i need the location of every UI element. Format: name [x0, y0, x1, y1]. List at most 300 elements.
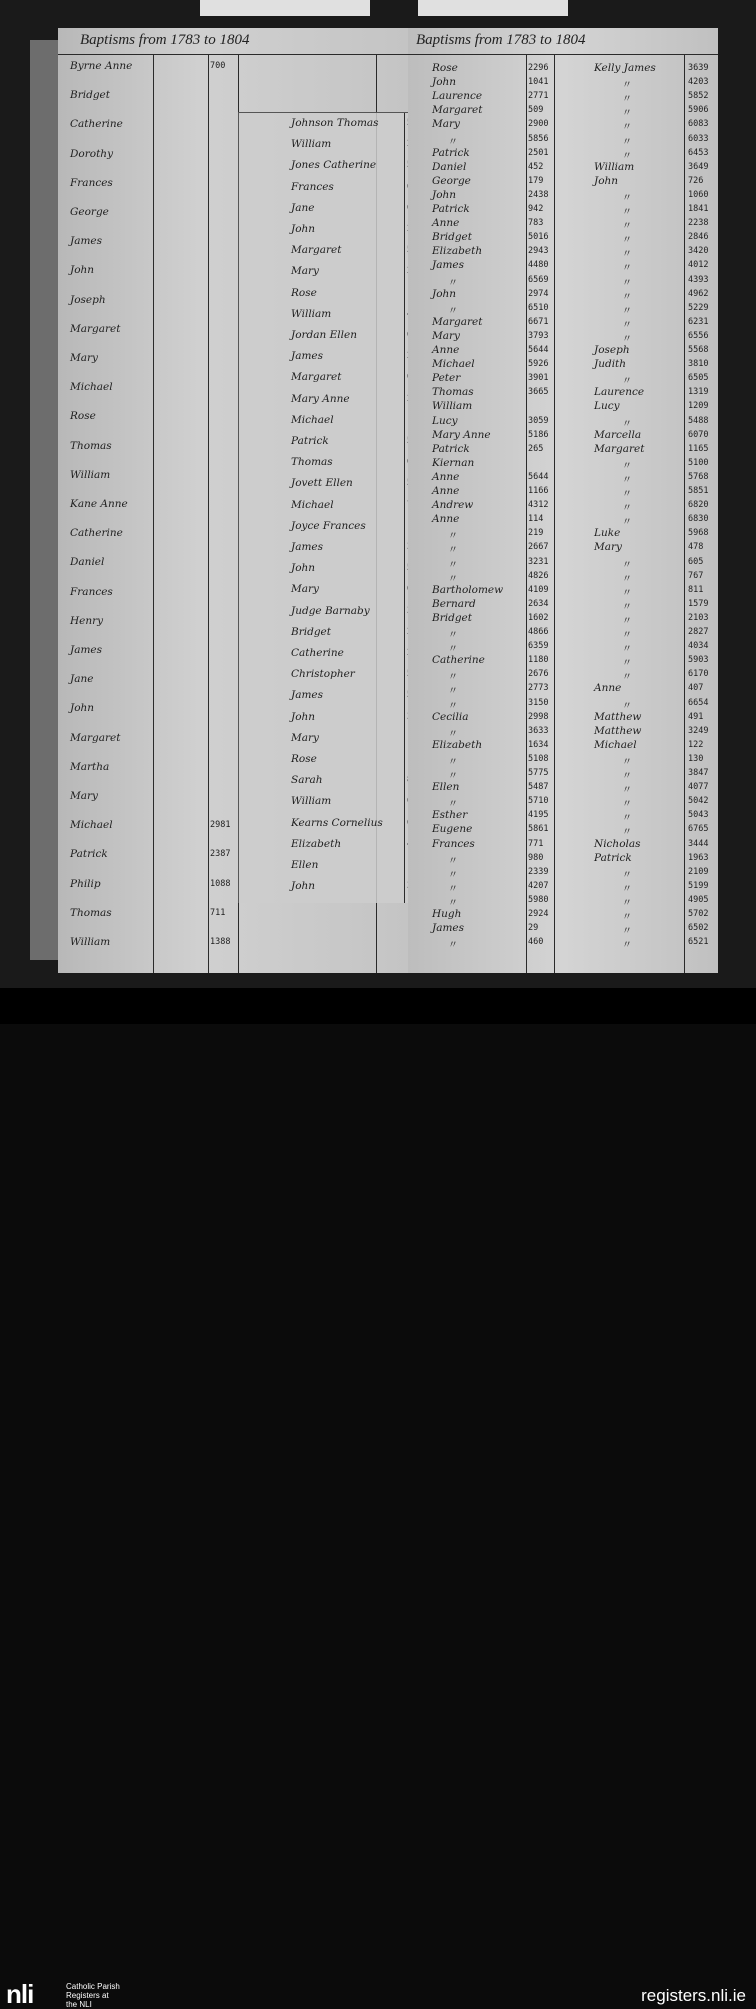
- slip-entry: Mary Anne: [291, 392, 350, 405]
- register-entry: Margaret: [432, 315, 483, 328]
- ditto-mark: 〃: [622, 150, 632, 162]
- register-number: 114: [528, 514, 544, 525]
- top-tab-right: [418, 0, 568, 16]
- register-entry: Laurence: [432, 90, 483, 103]
- register-number-second: 5568: [688, 345, 709, 355]
- register-number-second: 2846: [688, 232, 709, 243]
- slip-entry: Mary: [291, 265, 319, 278]
- ditto-mark: 〃: [622, 235, 632, 247]
- ditto-mark: 〃: [448, 756, 458, 768]
- register-entry-second: Joseph: [594, 344, 630, 356]
- register-number-second: 5100: [688, 457, 709, 468]
- ditto-mark: 〃: [622, 672, 632, 684]
- slip-entry: William: [291, 307, 332, 320]
- register-number: 783: [528, 218, 544, 229]
- register-number: 4207: [528, 880, 549, 891]
- register-number: 29: [528, 923, 539, 934]
- register-entry: Anne: [432, 513, 460, 526]
- register-number-second: 6830: [688, 514, 709, 525]
- register-entry-second: Marcella: [594, 428, 642, 441]
- nli-logo[interactable]: nli: [6, 1979, 34, 2009]
- register-entry-second: Judith: [594, 358, 627, 371]
- ditto-mark: 〃: [622, 291, 632, 303]
- register-entry: Frances: [432, 837, 475, 850]
- register-number: 2339: [528, 866, 549, 877]
- brand-line: Registers at: [66, 1991, 109, 2000]
- register-number-second: 1963: [688, 852, 709, 863]
- ditto-mark: 〃: [622, 785, 632, 797]
- register-number: 3150: [528, 697, 549, 708]
- register-entry: Lucy: [432, 414, 458, 427]
- ditto-mark: 〃: [622, 305, 632, 317]
- register-number: 2676: [528, 669, 549, 680]
- column-rule: [554, 54, 555, 973]
- register-number: 3793: [528, 330, 549, 341]
- slip-column-rule: [404, 113, 405, 903]
- slip-entry: John: [291, 223, 316, 235]
- register-number: 3901: [528, 373, 549, 384]
- register-number-second: 2109: [688, 866, 709, 877]
- register-number: 5644: [528, 345, 549, 355]
- slip-entry: Jovett Ellen: [291, 477, 353, 490]
- ditto-mark: 〃: [622, 192, 632, 204]
- slip-entry: James: [291, 689, 324, 702]
- slip-entry: Joyce Frances: [291, 519, 366, 532]
- slip-entry: Patrick: [291, 435, 329, 447]
- register-number: 4826: [528, 570, 549, 581]
- ditto-mark: 〃: [622, 630, 632, 641]
- register-number-second: 5768: [688, 471, 709, 482]
- register-number-second: 2827: [688, 627, 709, 637]
- register-entry: Mary: [70, 790, 98, 802]
- register-number-second: 122: [688, 739, 704, 750]
- left-page: [58, 28, 410, 973]
- ditto-mark: 〃: [448, 940, 458, 952]
- register-number-second: 1841: [688, 204, 709, 214]
- register-number: 219: [528, 528, 544, 539]
- slip-entry: Rose: [291, 286, 317, 299]
- slip-entry: Sarah: [291, 774, 323, 787]
- ditto-mark: 〃: [622, 460, 632, 472]
- register-number-second: 5043: [688, 810, 709, 821]
- column-rule: [684, 54, 685, 973]
- register-number: 4195: [528, 810, 549, 821]
- top-tab-left: [200, 0, 370, 16]
- ditto-mark: 〃: [448, 573, 458, 585]
- register-entry: John: [432, 287, 457, 300]
- register-entry: Catherine: [70, 118, 123, 131]
- register-number-second: 811: [688, 584, 704, 595]
- slip-entry: Michael: [291, 413, 334, 426]
- register-number-second: 6556: [688, 330, 709, 341]
- register-entry: Frances: [70, 585, 113, 598]
- brand-line: the NLI: [66, 2000, 92, 2009]
- register-number-second: 4905: [688, 894, 709, 905]
- register-entry: John: [70, 702, 95, 715]
- register-number-second: 3649: [688, 161, 709, 172]
- register-number-second: 6170: [688, 669, 709, 680]
- ditto-mark: 〃: [622, 277, 632, 289]
- ditto-mark: 〃: [622, 489, 632, 500]
- register-number: 6569: [528, 274, 549, 285]
- slip-entry: Mary: [291, 583, 319, 596]
- slip-entry: Jordan Ellen: [291, 329, 357, 341]
- register-number: 6359: [528, 641, 549, 652]
- ditto-mark: 〃: [448, 869, 458, 881]
- register-number-second: 4034: [688, 641, 709, 652]
- ditto-mark: 〃: [622, 869, 632, 881]
- register-number-second: 3847: [688, 768, 709, 778]
- register-number: 700: [210, 61, 226, 71]
- register-entry-second: Margaret: [594, 442, 645, 455]
- register-entry: George: [432, 174, 471, 187]
- register-number-second: 491: [688, 711, 704, 722]
- register-entry: William: [432, 400, 473, 413]
- slip-entry: John: [291, 710, 316, 723]
- register-entry: Bartholomew: [432, 583, 504, 596]
- ditto-mark: 〃: [622, 615, 632, 627]
- register-entry-second: Anne: [594, 682, 622, 695]
- ditto-mark: 〃: [448, 799, 458, 811]
- register-number: 2501: [528, 147, 549, 158]
- register-number: 5644: [528, 471, 549, 482]
- register-number: 4109: [528, 584, 549, 595]
- ditto-mark: 〃: [622, 573, 632, 585]
- register-entry: Martha: [70, 760, 110, 773]
- register-number: 2943: [528, 246, 549, 257]
- ditto-mark: 〃: [448, 644, 458, 656]
- slip-entry: Jones Catherine: [291, 159, 377, 172]
- site-url[interactable]: registers.nli.ie: [641, 1986, 746, 2005]
- slip-entry: Rose: [291, 753, 317, 765]
- register-entry: Catherine: [432, 654, 485, 667]
- ditto-mark: 〃: [448, 686, 458, 698]
- register-entry: James: [70, 235, 103, 248]
- register-entry: Daniel: [432, 160, 467, 173]
- register-entry: James: [70, 644, 103, 656]
- brand-text: [66, 1982, 156, 2009]
- register-entry: Margaret: [70, 731, 121, 744]
- ditto-mark: 〃: [622, 926, 632, 938]
- ditto-mark: 〃: [622, 799, 632, 811]
- ditto-mark: 〃: [622, 883, 632, 895]
- register-entry: Mary: [432, 118, 460, 131]
- register-entry: Mary: [432, 329, 460, 342]
- slip-entry: Jane: [291, 201, 315, 214]
- register-entry: Rose: [70, 410, 96, 423]
- register-entry: Henry: [70, 614, 104, 627]
- register-entry: Anne: [432, 485, 460, 497]
- slip-entry: Michael: [291, 498, 334, 511]
- register-entry: Patrick: [70, 848, 108, 861]
- register-entry: Michael: [70, 819, 113, 832]
- register-entry: James: [432, 259, 465, 272]
- slip-entry: James: [291, 541, 324, 553]
- register-number: 509: [528, 105, 544, 116]
- register-number: 2634: [528, 598, 549, 609]
- header-rule: [408, 54, 718, 55]
- register-number-second: 6083: [688, 119, 709, 130]
- ditto-mark: 〃: [622, 940, 632, 952]
- register-entry: Patrick: [432, 203, 470, 215]
- register-number: 1041: [528, 77, 549, 88]
- register-entry: Bernard: [432, 597, 476, 610]
- slip-entry: Frances: [291, 180, 334, 193]
- ditto-mark: 〃: [622, 587, 632, 599]
- ditto-mark: 〃: [448, 855, 458, 867]
- register-number: 2981: [210, 820, 231, 831]
- register-number-second: 4077: [688, 782, 709, 793]
- register-entry: William: [70, 936, 111, 948]
- register-number-second: 5488: [688, 415, 709, 426]
- ditto-mark: 〃: [448, 305, 458, 317]
- register-number: 1180: [528, 655, 549, 666]
- register-entry: Esther: [432, 809, 468, 822]
- ditto-mark: 〃: [622, 221, 632, 233]
- slip-entry: Kearns Cornelius: [291, 816, 383, 829]
- slip-entry: Christopher: [291, 668, 355, 681]
- ditto-mark: 〃: [448, 897, 458, 909]
- register-number: 1602: [528, 612, 549, 623]
- register-number: 2924: [528, 909, 549, 919]
- register-number-second: 4012: [688, 260, 709, 271]
- ditto-mark: 〃: [622, 418, 632, 430]
- register-entry: Rose: [432, 62, 458, 74]
- ditto-mark: 〃: [448, 883, 458, 895]
- register-number: 2998: [528, 711, 549, 722]
- register-entry: Bridget: [432, 611, 472, 624]
- ditto-mark: 〃: [448, 136, 458, 148]
- register-number-second: 478: [688, 542, 704, 553]
- register-number-second: 2238: [688, 218, 709, 229]
- register-number-second: 6231: [688, 316, 709, 327]
- register-number-second: 5852: [688, 91, 709, 102]
- ditto-mark: 〃: [622, 503, 632, 515]
- register-entry: Hugh: [432, 908, 462, 920]
- register-number-second: 407: [688, 683, 704, 694]
- register-entry-second: Matthew: [594, 710, 642, 723]
- ditto-mark: 〃: [448, 559, 458, 571]
- register-number-second: 5042: [688, 796, 709, 807]
- register-number: 6671: [528, 316, 549, 327]
- ditto-mark: 〃: [622, 517, 632, 529]
- register-number-second: 6033: [688, 133, 709, 144]
- register-number: 1088: [210, 878, 231, 889]
- ditto-mark: 〃: [622, 249, 632, 261]
- register-number: 2296: [528, 63, 549, 73]
- register-number-second: 3639: [688, 63, 709, 73]
- register-number: 4480: [528, 260, 549, 271]
- ditto-mark: 〃: [448, 277, 458, 289]
- register-entry: Kane Anne: [70, 498, 128, 510]
- register-number: 5108: [528, 753, 549, 764]
- register-number-second: 726: [688, 175, 704, 186]
- register-number-second: 1165: [688, 443, 709, 454]
- register-number: 2974: [528, 288, 549, 299]
- register-number: 460: [528, 937, 544, 948]
- register-number: 771: [528, 838, 544, 849]
- register-number: 5775: [528, 768, 549, 778]
- register-number: 179: [528, 175, 544, 186]
- register-entry: Thomas: [70, 906, 112, 919]
- slip-entry: Elizabeth: [291, 837, 342, 850]
- ditto-mark: 〃: [622, 756, 632, 768]
- register-entry: Margaret: [70, 322, 121, 335]
- register-number: 4312: [528, 500, 549, 511]
- register-number-second: 6521: [688, 937, 709, 948]
- register-number: 942: [528, 204, 544, 214]
- register-number: 4866: [528, 627, 549, 637]
- right-page: [408, 28, 718, 973]
- register-entry: Philip: [70, 877, 101, 890]
- ditto-mark: 〃: [622, 263, 632, 275]
- register-entry: Anne: [432, 217, 460, 230]
- register-number: 1166: [528, 486, 549, 496]
- ditto-mark: 〃: [448, 545, 458, 557]
- register-number-second: 6505: [688, 373, 709, 384]
- register-entry: John: [70, 264, 95, 277]
- register-number-second: 767: [688, 570, 704, 581]
- ditto-mark: 〃: [622, 897, 632, 909]
- register-number: 2900: [528, 119, 549, 130]
- slip-entry: Johnson Thomas: [291, 117, 379, 129]
- register-number-second: 1579: [688, 598, 709, 609]
- register-number: 5980: [528, 894, 549, 905]
- register-number: 3231: [528, 556, 549, 567]
- register-entry: Catherine: [70, 527, 123, 540]
- register-entry-second: Michael: [594, 738, 637, 751]
- register-entry: John: [432, 76, 457, 89]
- register-number-second: 5229: [688, 302, 709, 313]
- ditto-mark: 〃: [622, 827, 632, 839]
- register-entry: Michael: [432, 358, 475, 371]
- slip-entry: William: [291, 138, 332, 151]
- register-number-second: 5199: [688, 880, 709, 891]
- slip-entry: Margaret: [291, 371, 342, 384]
- register-entry: James: [432, 922, 465, 935]
- ditto-mark: 〃: [622, 94, 632, 106]
- register-entry: Thomas: [432, 386, 474, 399]
- ditto-mark: 〃: [448, 728, 458, 740]
- register-entry: Patrick: [432, 442, 470, 455]
- register-entry: Jane: [70, 673, 94, 686]
- register-entry: George: [70, 206, 109, 218]
- register-number: 5710: [528, 796, 549, 807]
- right-page-header: Baptisms from 1783 to 1804: [416, 32, 586, 48]
- register-entry: Patrick: [432, 146, 470, 159]
- register-number: 1634: [528, 739, 549, 750]
- register-number: 265: [528, 443, 544, 454]
- register-number-second: 6453: [688, 147, 709, 158]
- register-number: 6510: [528, 302, 549, 313]
- register-scan: [0, 0, 756, 988]
- ditto-mark: 〃: [622, 108, 632, 120]
- ditto-mark: 〃: [622, 559, 632, 571]
- register-entry: Elizabeth: [432, 245, 483, 258]
- column-rule: [153, 54, 154, 973]
- register-number-second: 6765: [688, 824, 709, 835]
- slip-entry: John: [291, 562, 316, 575]
- register-number-second: 5903: [688, 655, 709, 666]
- slip-entry: James: [291, 350, 324, 363]
- register-number: 980: [528, 852, 544, 863]
- register-entry-second: Matthew: [594, 724, 642, 737]
- slip-entry: Catherine: [291, 647, 344, 659]
- register-number: 5861: [528, 824, 549, 835]
- slip-entry: Mary: [291, 731, 319, 744]
- column-rule: [208, 54, 209, 973]
- footer-bar: [0, 988, 756, 2009]
- register-entry-second: Patrick: [594, 851, 632, 864]
- slip-entry: Judge Barnaby: [291, 604, 370, 617]
- register-number-second: 6502: [688, 923, 709, 934]
- register-entry: John: [432, 188, 457, 201]
- ditto-mark: 〃: [448, 630, 458, 641]
- register-number-second: 2103: [688, 612, 709, 623]
- register-entry-second: William: [594, 160, 635, 173]
- register-number-second: 1060: [688, 189, 709, 200]
- register-entry: Thomas: [70, 439, 112, 452]
- register-number-second: 6070: [688, 429, 709, 440]
- register-number-second: 1209: [688, 401, 709, 412]
- register-entry: Frances: [70, 176, 113, 189]
- register-number: 5926: [528, 359, 549, 370]
- ditto-mark: 〃: [622, 136, 632, 148]
- register-entry: Daniel: [70, 556, 105, 569]
- register-entry: Eugene: [432, 823, 473, 836]
- register-number-second: 5702: [688, 909, 709, 919]
- register-number: 1388: [210, 937, 231, 947]
- ditto-mark: 〃: [622, 813, 632, 825]
- register-entry: Bridget: [70, 89, 110, 102]
- brand-line: Catholic Parish: [66, 1982, 120, 1991]
- register-entry-second: Luke: [594, 527, 621, 540]
- register-entry-second: Mary: [594, 541, 622, 554]
- ditto-mark: 〃: [448, 672, 458, 684]
- slip-entry: Thomas: [291, 456, 333, 469]
- ditto-mark: 〃: [622, 644, 632, 656]
- register-number-second: 3810: [688, 359, 709, 370]
- register-entry: Anne: [432, 344, 460, 356]
- register-entry: Joseph: [70, 293, 106, 306]
- ditto-mark: 〃: [622, 601, 632, 613]
- register-number: 2771: [528, 91, 549, 102]
- register-number-second: 605: [688, 556, 704, 567]
- ditto-mark: 〃: [622, 658, 632, 670]
- ditto-mark: 〃: [622, 474, 632, 486]
- register-entry: Mary Anne: [432, 428, 491, 441]
- register-number-second: 6654: [688, 697, 709, 708]
- register-number: 711: [210, 907, 226, 918]
- register-entry: Kiernan: [432, 456, 475, 469]
- ditto-mark: 〃: [622, 333, 632, 345]
- register-entry: Dorothy: [70, 147, 113, 160]
- register-number-second: 4393: [688, 274, 709, 285]
- register-number: 2387: [210, 849, 231, 860]
- register-number: 5186: [528, 429, 549, 440]
- ditto-mark: 〃: [448, 531, 458, 543]
- binding-edge: [30, 40, 60, 960]
- ditto-mark: 〃: [448, 700, 458, 712]
- register-number-second: 4962: [688, 288, 709, 299]
- register-number-second: 5968: [688, 528, 709, 539]
- column-rule: [526, 54, 527, 973]
- register-number-second: 130: [688, 753, 704, 764]
- register-number: 5487: [528, 782, 549, 793]
- register-number-second: 3249: [688, 725, 709, 736]
- register-number: 3059: [528, 415, 549, 426]
- ditto-mark: 〃: [622, 912, 632, 923]
